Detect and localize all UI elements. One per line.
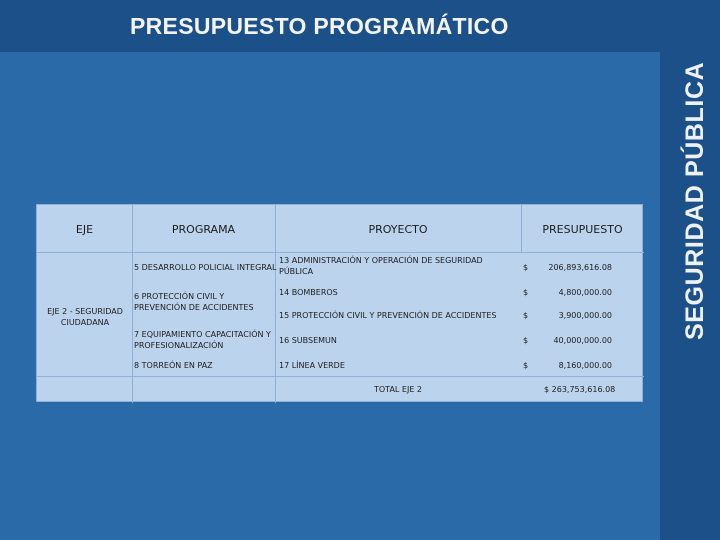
proyecto-item: 13 ADMINISTRACIÓN Y OPERACIÓN DE SEGURIDAD PÚBLICA bbox=[279, 256, 483, 276]
amount-value: 3,900,000.00 bbox=[558, 311, 612, 320]
proyecto-item: 15 PROTECCIÓN CIVIL Y PREVENCIÓN DE ACCIDENTES bbox=[279, 311, 497, 320]
proyecto-item: 14 BOMBEROS bbox=[279, 288, 338, 297]
row-divider bbox=[37, 376, 644, 377]
header-proyecto: PROYECTO bbox=[368, 223, 428, 236]
amount-value: 4,800,000.00 bbox=[558, 288, 612, 297]
programa-item: 6 PROTECCIÓN CIVIL Y PREVENCIÓN DE ACCIDENTES bbox=[134, 292, 254, 312]
header-eje: EJE bbox=[75, 223, 94, 236]
total-value: $ 263,753,616.08 bbox=[544, 385, 616, 394]
programa-item: 7 EQUIPAMIENTO CAPACITACIÓN Y PROFESIONALIZACIÓN bbox=[134, 330, 271, 350]
amount-value: 8,160,000.00 bbox=[558, 361, 612, 370]
proyecto-item: 16 SUBSEMUN bbox=[279, 336, 337, 345]
side-label-text: SEGURIDAD PÚBLICA bbox=[681, 61, 709, 340]
row-divider bbox=[37, 252, 644, 253]
amount-value: 40,000,000.00 bbox=[553, 336, 612, 345]
page-title: PRESUPUESTO PROGRAMÁTICO bbox=[130, 13, 509, 39]
currency-symbol: $ bbox=[523, 361, 529, 370]
header-presupuesto: PRESUPUESTO bbox=[542, 223, 623, 236]
programa-item: 8 TORREÓN EN PAZ bbox=[134, 361, 213, 370]
currency-symbol: $ bbox=[523, 336, 529, 345]
currency-symbol: $ bbox=[523, 288, 529, 297]
eje-cell: EJE 2 - SEGURIDAD CIUDADANA bbox=[47, 307, 123, 327]
proyecto-item: 17 LÍNEA VERDE bbox=[279, 361, 345, 370]
currency-symbol: $ bbox=[523, 311, 529, 320]
programa-item: 5 DESARROLLO POLICIAL INTEGRAL bbox=[134, 263, 277, 272]
header-programa: PROGRAMA bbox=[171, 223, 236, 236]
total-label: TOTAL EJE 2 bbox=[374, 385, 423, 394]
budget-table bbox=[36, 204, 643, 402]
amount-value: 206,893,616.08 bbox=[548, 263, 612, 272]
currency-symbol: $ bbox=[523, 263, 529, 272]
